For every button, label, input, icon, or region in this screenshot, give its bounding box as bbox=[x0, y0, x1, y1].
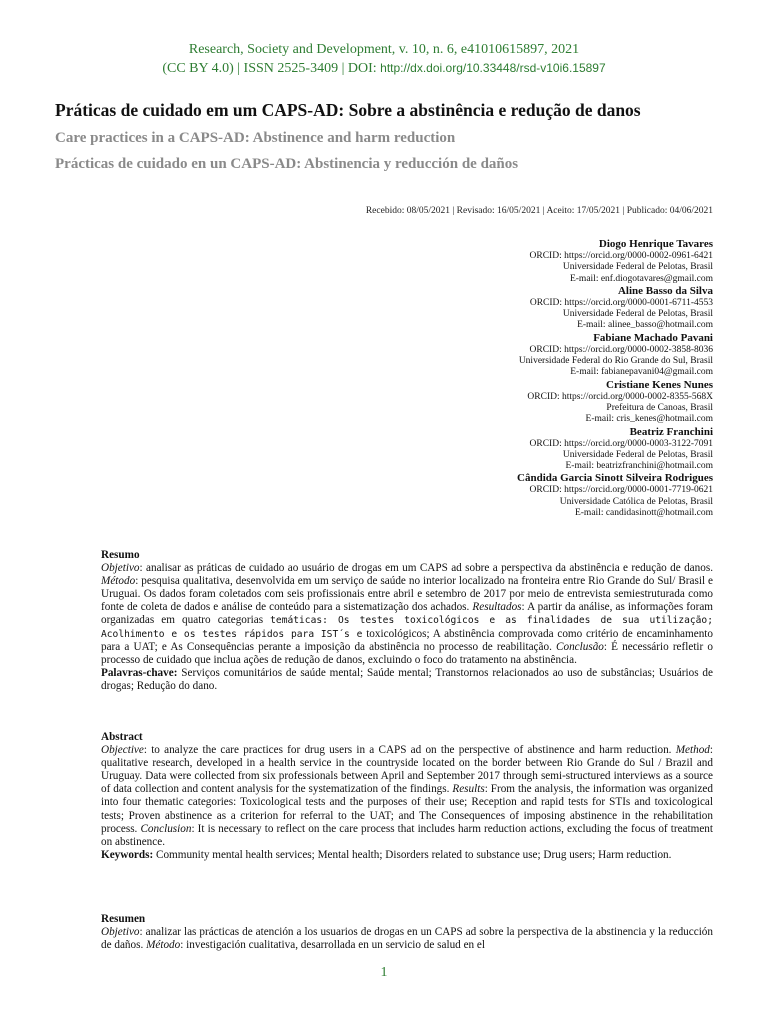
title-portuguese: Práticas de cuidado em um CAPS-AD: Sobre a abstinência e redução de danos bbox=[55, 100, 641, 120]
objective-label: Objetivo bbox=[101, 926, 140, 939]
author-entry bbox=[517, 285, 713, 332]
resumen-body bbox=[101, 926, 713, 952]
keywords-text: Community mental health services; Mental health; Disorders related to substance use; Drug users; Harm reduction. bbox=[153, 848, 672, 861]
objective-text: : analizar las prácticas de atención a los usuarios de drogas en un CAPS ad sobre la perspectiva de la abstinencia y la reducción de daños. bbox=[101, 926, 713, 952]
author-entry bbox=[517, 379, 713, 426]
author-email[interactable]: E-mail: cris_kenes@hotmail.com bbox=[585, 414, 713, 425]
method-label: Método bbox=[101, 575, 136, 588]
author-orcid[interactable]: ORCID: https://orcid.org/0000-0002-0961-6421 bbox=[529, 251, 713, 261]
author-list bbox=[517, 238, 713, 519]
results-label: Results bbox=[452, 783, 485, 796]
author-institution: Universidade Católica de Pelotas, Brasil bbox=[559, 496, 713, 507]
author-institution: Prefeitura de Canoas, Brasil bbox=[606, 402, 713, 413]
author-name: Diogo Henrique Tavares bbox=[598, 238, 713, 250]
objective-text: : to analyze the care practices for drug users in a CAPS ad on the perspective of abstinence and harm reduction. bbox=[143, 744, 676, 757]
results-text: : From the analysis, the information was organized into four thematic categories: Toxicological tests and the purposes of their use; Reception and rapid tests for STIs and toxicological tests; Proven abstinence as a criterion for referral to the UAT; and The Consequences of imposing abstinence in the rehabilitation process. bbox=[101, 783, 713, 835]
author-email[interactable]: E-mail: alinee_basso@hotmail.com bbox=[577, 320, 713, 331]
author-name: Aline Basso da Silva bbox=[617, 284, 713, 297]
resumo-section bbox=[101, 549, 713, 693]
journal-citation: Research, Society and Development, v. 10, n. 6, e41010615897, 2021 bbox=[188, 42, 580, 57]
doi-link[interactable]: http://dx.doi.org/10.33448/rsd-v10i6.15897 bbox=[380, 61, 606, 75]
author-orcid[interactable]: ORCID: https://orcid.org/0000-0002-8355-568X bbox=[527, 391, 713, 402]
keywords-label: Keywords: bbox=[101, 848, 154, 861]
author-email[interactable]: E-mail: fabianepavani04@gmail.com bbox=[570, 367, 713, 378]
author-name: Beatriz Franchini bbox=[629, 425, 713, 438]
title-spanish: Prácticas de cuidado en un CAPS-AD: Abstinencia y reducción de daños bbox=[55, 156, 519, 172]
abstract-body bbox=[101, 744, 713, 849]
method-label: Method bbox=[675, 744, 710, 757]
author-orcid[interactable]: ORCID: https://orcid.org/0000-0001-7719-0621 bbox=[529, 485, 713, 496]
method-label: Método bbox=[146, 939, 181, 952]
results-text-mono: temáticas: Os testes toxicológicos e as finalidades de sua utilização; Acolhimento e os testes rápidos para IST´s e bbox=[101, 615, 713, 640]
objective-text: : analisar as práticas de cuidado ao usuário de drogas em um CAPS ad sobre a perspectiva da abstinência e redução de danos. bbox=[139, 562, 713, 575]
author-email[interactable]: E-mail: candidasinott@hotmail.com bbox=[574, 508, 713, 519]
results-text: : A partir da análise, as informações foram organizadas em quatro categorias bbox=[101, 601, 713, 627]
conclusion-text: : It is necessary to reflect on the care process that includes harm reduction actions, excluding the focus of treatment on abstinence. bbox=[101, 822, 713, 848]
objective-label: Objective bbox=[101, 744, 144, 757]
objective-label: Objetivo bbox=[101, 562, 140, 575]
journal-issn: (CC BY 4.0) | ISSN 2525-3409 | DOI: bbox=[162, 61, 381, 76]
resumo-body bbox=[101, 562, 713, 667]
conclusion-label: Conclusion bbox=[140, 822, 192, 835]
author-institution: Universidade Federal de Pelotas, Brasil bbox=[562, 449, 713, 460]
keywords-label: Palavras-chave: bbox=[101, 666, 178, 679]
author-email[interactable]: E-mail: beatrizfranchini@hotmail.com bbox=[565, 461, 713, 472]
author-name: Cândida Garcia Sinott Silveira Rodrigues bbox=[517, 472, 713, 485]
author-name: Cristiane Kenes Nunes bbox=[606, 378, 713, 391]
author-orcid[interactable]: ORCID: https://orcid.org/0000-0002-3858-8036 bbox=[529, 344, 713, 355]
author-orcid[interactable]: ORCID: https://orcid.org/0000-0001-6711-4553 bbox=[529, 297, 713, 308]
resumen-heading: Resumen bbox=[101, 913, 146, 925]
method-text: : qualitative research, developed in a health service in the countryside located on the border between Rio Grande do Sul / Brazil and Uruguay. Data were collected from six professionals between April and September 2017 through semi-structured interviews as a source of data collection and content analysis for the systematization of the findings. bbox=[101, 744, 713, 796]
resumen-section bbox=[101, 913, 713, 952]
results-label: Resultados bbox=[472, 601, 522, 614]
journal-license-line bbox=[0, 59, 768, 78]
keywords-text: Serviços comunitários de saúde mental; Saúde mental; Transtornos relacionados ao uso de substâncias; Usuários de drogas; Redução do dano. bbox=[101, 666, 713, 692]
results-text-continued: toxicológicos; A abstinência comprovada como critério de encaminhamento para a UAT; e As Consequências perante a imposição da abstinência no processo de reabilitação. bbox=[101, 627, 713, 653]
submission-dates: Recebido: 08/05/2021 | Revisado: 16/05/2021 | Aceito: 17/05/2021 | Publicado: 04/06/2021 bbox=[365, 206, 713, 216]
author-institution: Universidade Federal de Pelotas, Brasil bbox=[562, 262, 713, 273]
author-entry bbox=[517, 472, 713, 519]
conclusion-text: : É necessário refletir o processo de cuidado que inclua ações de redução de danos, excluindo o foco do tratamento na abstinência. bbox=[101, 640, 713, 666]
author-entry bbox=[517, 332, 713, 379]
method-text: : investigación cualitativa, desarrollada en un servicio de salud en el bbox=[180, 939, 486, 952]
author-orcid[interactable]: ORCID: https://orcid.org/0000-0003-3122-7091 bbox=[529, 438, 713, 449]
method-text: : pesquisa qualitativa, desenvolvida em um serviço de saúde no interior localizado na fronteira entre Rio Grande do Sul/ Brasil e Uruguai. Os dados foram coletados com seis profissionais entre abril e setembro de 2017 por meio de entrevista semiestruturada como fonte de coleta de dados e análise de conteúdo para a sistematização dos achados. bbox=[101, 575, 713, 614]
author-name: Fabiane Machado Pavani bbox=[593, 331, 713, 344]
author-institution: Universidade Federal do Rio Grande do Sul, Brasil bbox=[518, 356, 713, 367]
page-number: 1 bbox=[380, 965, 388, 980]
author-entry bbox=[517, 238, 713, 285]
abstract-section bbox=[101, 731, 713, 862]
abstract-keywords bbox=[101, 849, 713, 862]
author-entry bbox=[517, 426, 713, 473]
resumo-heading: Resumo bbox=[101, 549, 140, 561]
author-institution: Universidade Federal de Pelotas, Brasil bbox=[562, 309, 713, 320]
abstract-heading: Abstract bbox=[101, 731, 143, 743]
title-english: Care practices in a CAPS-AD: Abstinence and harm reduction bbox=[55, 130, 456, 146]
resumo-keywords bbox=[101, 667, 713, 693]
journal-header bbox=[0, 40, 768, 78]
conclusion-label: Conclusão bbox=[556, 640, 604, 653]
author-email[interactable]: E-mail: enf.diogotavares@gmail.com bbox=[569, 273, 713, 284]
